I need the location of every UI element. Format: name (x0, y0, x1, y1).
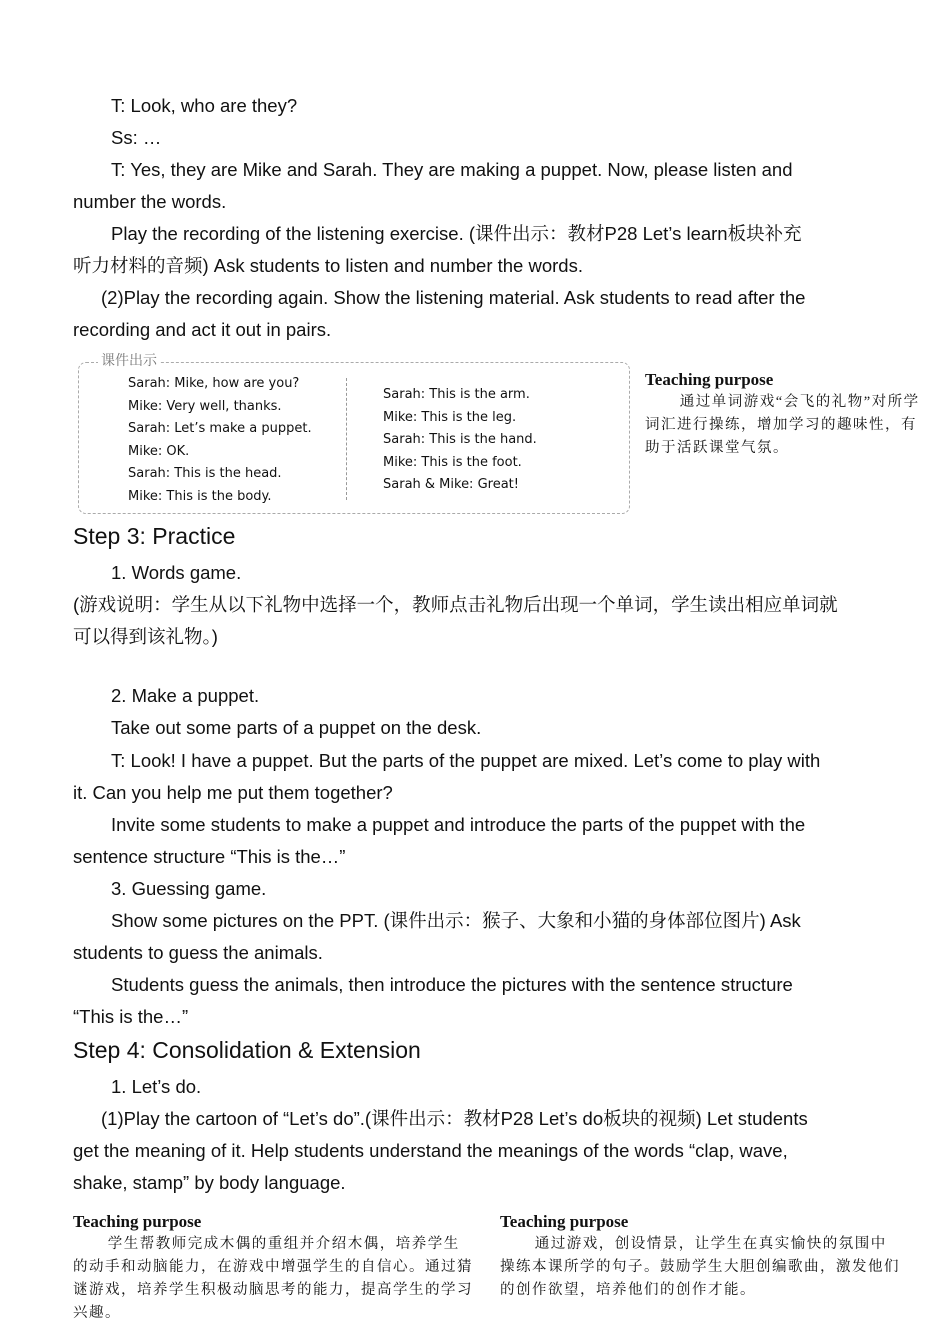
text-line: 3. Guessing game. (111, 878, 267, 899)
teaching-purpose-title: Teaching purpose (645, 370, 774, 389)
step4-heading: Step 4: Consolidation & Extension (73, 1037, 421, 1063)
text-line: 1. Let’s do. (111, 1076, 202, 1097)
text-line: sentence structure “This is the…” (73, 846, 346, 867)
dialogue-line: Sarah: This is the arm. (383, 387, 530, 402)
teaching-purpose-3 (500, 1210, 900, 1302)
text-line: students to guess the animals. (73, 942, 323, 963)
teaching-purpose-2 (73, 1210, 473, 1325)
dialogue-line: Mike: OK. (128, 443, 190, 459)
text-line: Take out some parts of a puppet on the desk. (111, 717, 482, 738)
text-line: (游戏说明：学生从以下礼物中选择一个，教师点击礼物后出现一个单词，学生读出相应单词就 (73, 594, 838, 615)
text-line: T: Look! I have a puppet. But the parts of the puppet are mixed. Let’s come to play with (111, 750, 821, 771)
text-line: 2. Make a puppet. (111, 685, 260, 706)
teaching-purpose-title: Teaching purpose (73, 1212, 202, 1231)
teaching-purpose-text: 学生帮教师完成木偶的重组并介绍木偶，培养学生的动手和动脑能力，在游戏中增强学生的自信心。通过猜谜游戏，培养学生积极动脑思考的能力，提高学生的学习兴趣。 (73, 1236, 473, 1321)
dialogue-right (383, 384, 537, 497)
dialogue-line: Mike: This is the body. (128, 488, 272, 504)
text-line: 1. Words game. (111, 562, 242, 583)
dialogue-line: Sarah: This is the head. (128, 466, 282, 481)
text-line: it. Can you help me put them together? (73, 782, 393, 803)
text-line: “This is the…” (73, 1006, 189, 1027)
dialogue-line: Sarah: Mike, how are you? (128, 376, 300, 391)
text-line: Show some pictures on the PPT. (课件出示：猴子、大象和小猫的身体部位图片) Ask (111, 910, 801, 931)
courseware-label: 课件出示 (98, 350, 160, 370)
dialogue-line: Mike: This is the foot. (383, 454, 522, 470)
text-line: T: Yes, they are Mike and Sarah. They are making a puppet. Now, please listen and (111, 159, 793, 180)
text-line: Students guess the animals, then introduce the pictures with the sentence structure (111, 974, 793, 995)
text-line: Ss: … (111, 127, 162, 148)
dialogue-line: Mike: This is the leg. (383, 409, 517, 425)
teaching-purpose-title: Teaching purpose (500, 1212, 629, 1231)
dialogue-line: Sarah: Let’s make a puppet. (128, 421, 312, 436)
step3-heading: Step 3: Practice (73, 523, 236, 549)
text-line: (2)Play the recording again. Show the listening material. Ask students to read after the (101, 287, 806, 308)
text-line: Play the recording of the listening exercise. (课件出示：教材P28 Let’s learn板块补充 (111, 223, 802, 244)
dialogue-line: Sarah: This is the hand. (383, 432, 537, 447)
dialogue-line: Sarah & Mike: Great! (383, 477, 519, 492)
teaching-purpose-text: 通过游戏，创设情景，让学生在真实愉快的氛围中操练本课所学的句子。鼓励学生大胆创编歌曲，激发他们的创作欲望，培养他们的创作才能。 (500, 1236, 900, 1298)
text-line: 听力材料的音频) Ask students to listen and number the words. (73, 255, 583, 276)
text-line: (1)Play the cartoon of “Let’s do”.(课件出示：教材P28 Let’s do板块的视频) Let students (101, 1108, 808, 1129)
text-line: 可以得到该礼物。) (73, 626, 218, 647)
column-divider (346, 378, 347, 500)
dialogue-line: Mike: Very well, thanks. (128, 398, 282, 414)
text-line: Invite some students to make a puppet and introduce the parts of the puppet with the (111, 814, 806, 835)
text-line: shake, stamp” by body language. (73, 1172, 346, 1193)
text-line: number the words. (73, 191, 227, 212)
teaching-purpose-text: 通过单词游戏“会飞的礼物”对所学词汇进行操练，增加学习的趣味性，有助于活跃课堂气氛。 (645, 394, 920, 456)
text-line: T: Look, who are they? (111, 95, 298, 116)
dialogue-left (128, 373, 312, 508)
teaching-purpose-1 (645, 368, 930, 460)
text-line: recording and act it out in pairs. (73, 319, 332, 340)
text-line: get the meaning of it. Help students understand the meanings of the words “clap, wave, (73, 1140, 788, 1161)
